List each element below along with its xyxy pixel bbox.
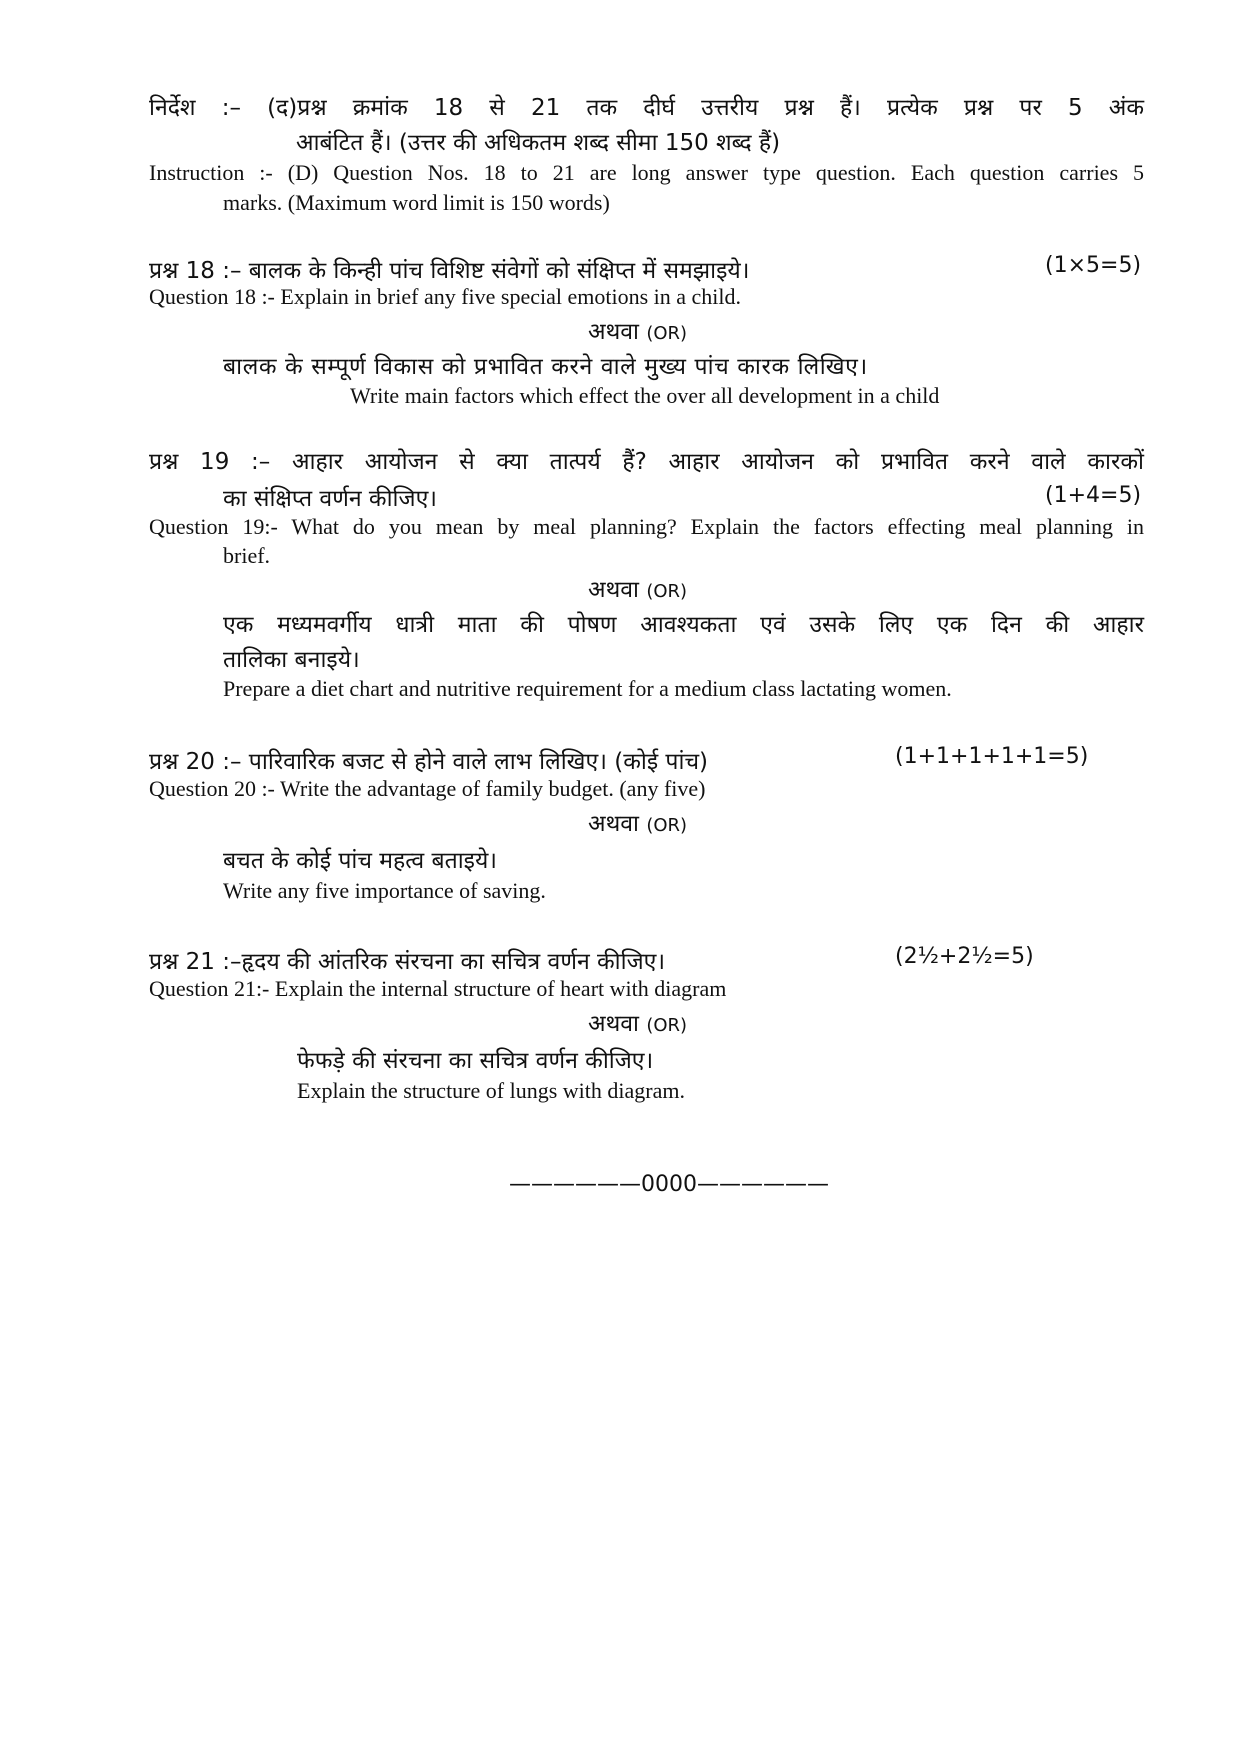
or-english: (OR) <box>646 581 688 602</box>
or-english: (OR) <box>646 323 688 344</box>
question-21-alt-english: Explain the structure of lungs with diagram. <box>297 1078 685 1103</box>
instruction-english-line2: marks. (Maximum word limit is 150 words) <box>223 190 610 215</box>
or-hindi: अथवा <box>588 811 640 837</box>
question-18-alt-english: Write main factors which effect the over all development in a child <box>350 383 940 408</box>
question-19-alt-hindi-line1: एक मध्यमवर्गीय धात्री माता की पोषण आवश्यकता एवं उसके लिए एक दिन की आहार <box>223 612 1144 638</box>
question-20-alt-hindi: बचत के कोई पांच महत्व बताइये। <box>223 848 498 874</box>
question-18-hindi: प्रश्न 18 :– बालक के किन्ही पांच विशिष्ट संवेगों को संक्षिप्त में समझाइये। <box>149 258 750 284</box>
question-19-alt-english: Prepare a diet chart and nutritive requirement for a medium class lactating women. <box>223 676 952 701</box>
or-english: (OR) <box>646 815 688 836</box>
question-18-alt-hindi: बालक के सम्पूर्ण विकास को प्रभावित करने वाले मुख्य पांच कारक लिखिए। <box>223 354 868 380</box>
question-18-or-label <box>588 314 687 346</box>
end-of-paper-mark: ——————0000—————— <box>509 1172 829 1197</box>
or-hindi: अथवा <box>588 577 640 603</box>
or-hindi: अथवा <box>588 1011 640 1037</box>
question-19-hindi-line1: प्रश्न 19 :– आहार आयोजन से क्या तात्पर्य हैं? आहार आयोजन को प्रभावित करने वाले कारकों <box>149 449 1144 475</box>
question-19-alt-hindi-line2: तालिका बनाइये। <box>223 647 360 673</box>
question-21-alt-hindi: फेफड़े की संरचना का सचित्र वर्णन कीजिए। <box>297 1048 654 1074</box>
question-18-marks: (1×5=5) <box>1045 253 1142 278</box>
question-19-english-line2: brief. <box>223 543 271 568</box>
instruction-english-line1: Instruction :- (D) Question Nos. 18 to 21 are long answer type question. Each question carries 5 <box>149 160 1144 185</box>
question-20-hindi: प्रश्न 20 :– पारिवारिक बजट से होने वाले लाभ लिखिए। (कोई पांच) <box>149 749 709 775</box>
question-19-english-line1: Question 19:- What do you mean by meal planning? Explain the factors effecting meal planning in <box>149 514 1144 539</box>
question-20-english: Question 20 :- Write the advantage of family budget. (any five) <box>149 776 706 801</box>
or-english: (OR) <box>646 1015 688 1036</box>
question-19-marks: (1+4=5) <box>1045 483 1142 508</box>
question-18-english: Question 18 :- Explain in brief any five special emotions in a child. <box>149 284 742 309</box>
question-21-or-label <box>588 1006 687 1038</box>
question-21-marks: (2½+2½=5) <box>895 944 1034 969</box>
question-21-english: Question 21:- Explain the internal structure of heart with diagram <box>149 976 727 1001</box>
question-20-alt-english: Write any five importance of saving. <box>223 878 546 903</box>
question-20-marks: (1+1+1+1+1=5) <box>895 744 1089 769</box>
question-19-or-label <box>588 572 687 604</box>
instruction-hindi-line2: आबंटित हैं। (उत्तर की अधिकतम शब्द सीमा 150 शब्द हैं) <box>296 130 781 156</box>
question-19-hindi-line2: का संक्षिप्त वर्णन कीजिए। <box>223 486 438 512</box>
question-20-or-label <box>588 806 687 838</box>
question-21-hindi: प्रश्न 21 :–हृदय की आंतरिक संरचना का सचित्र वर्णन कीजिए। <box>149 949 666 975</box>
or-hindi: अथवा <box>588 319 640 345</box>
instruction-hindi-line1: निर्देश :– (द)प्रश्न क्रमांक 18 से 21 तक दीर्घ उत्तरीय प्रश्न हैं। प्रत्येक प्रश्न पर 5 अंक <box>149 95 1144 121</box>
